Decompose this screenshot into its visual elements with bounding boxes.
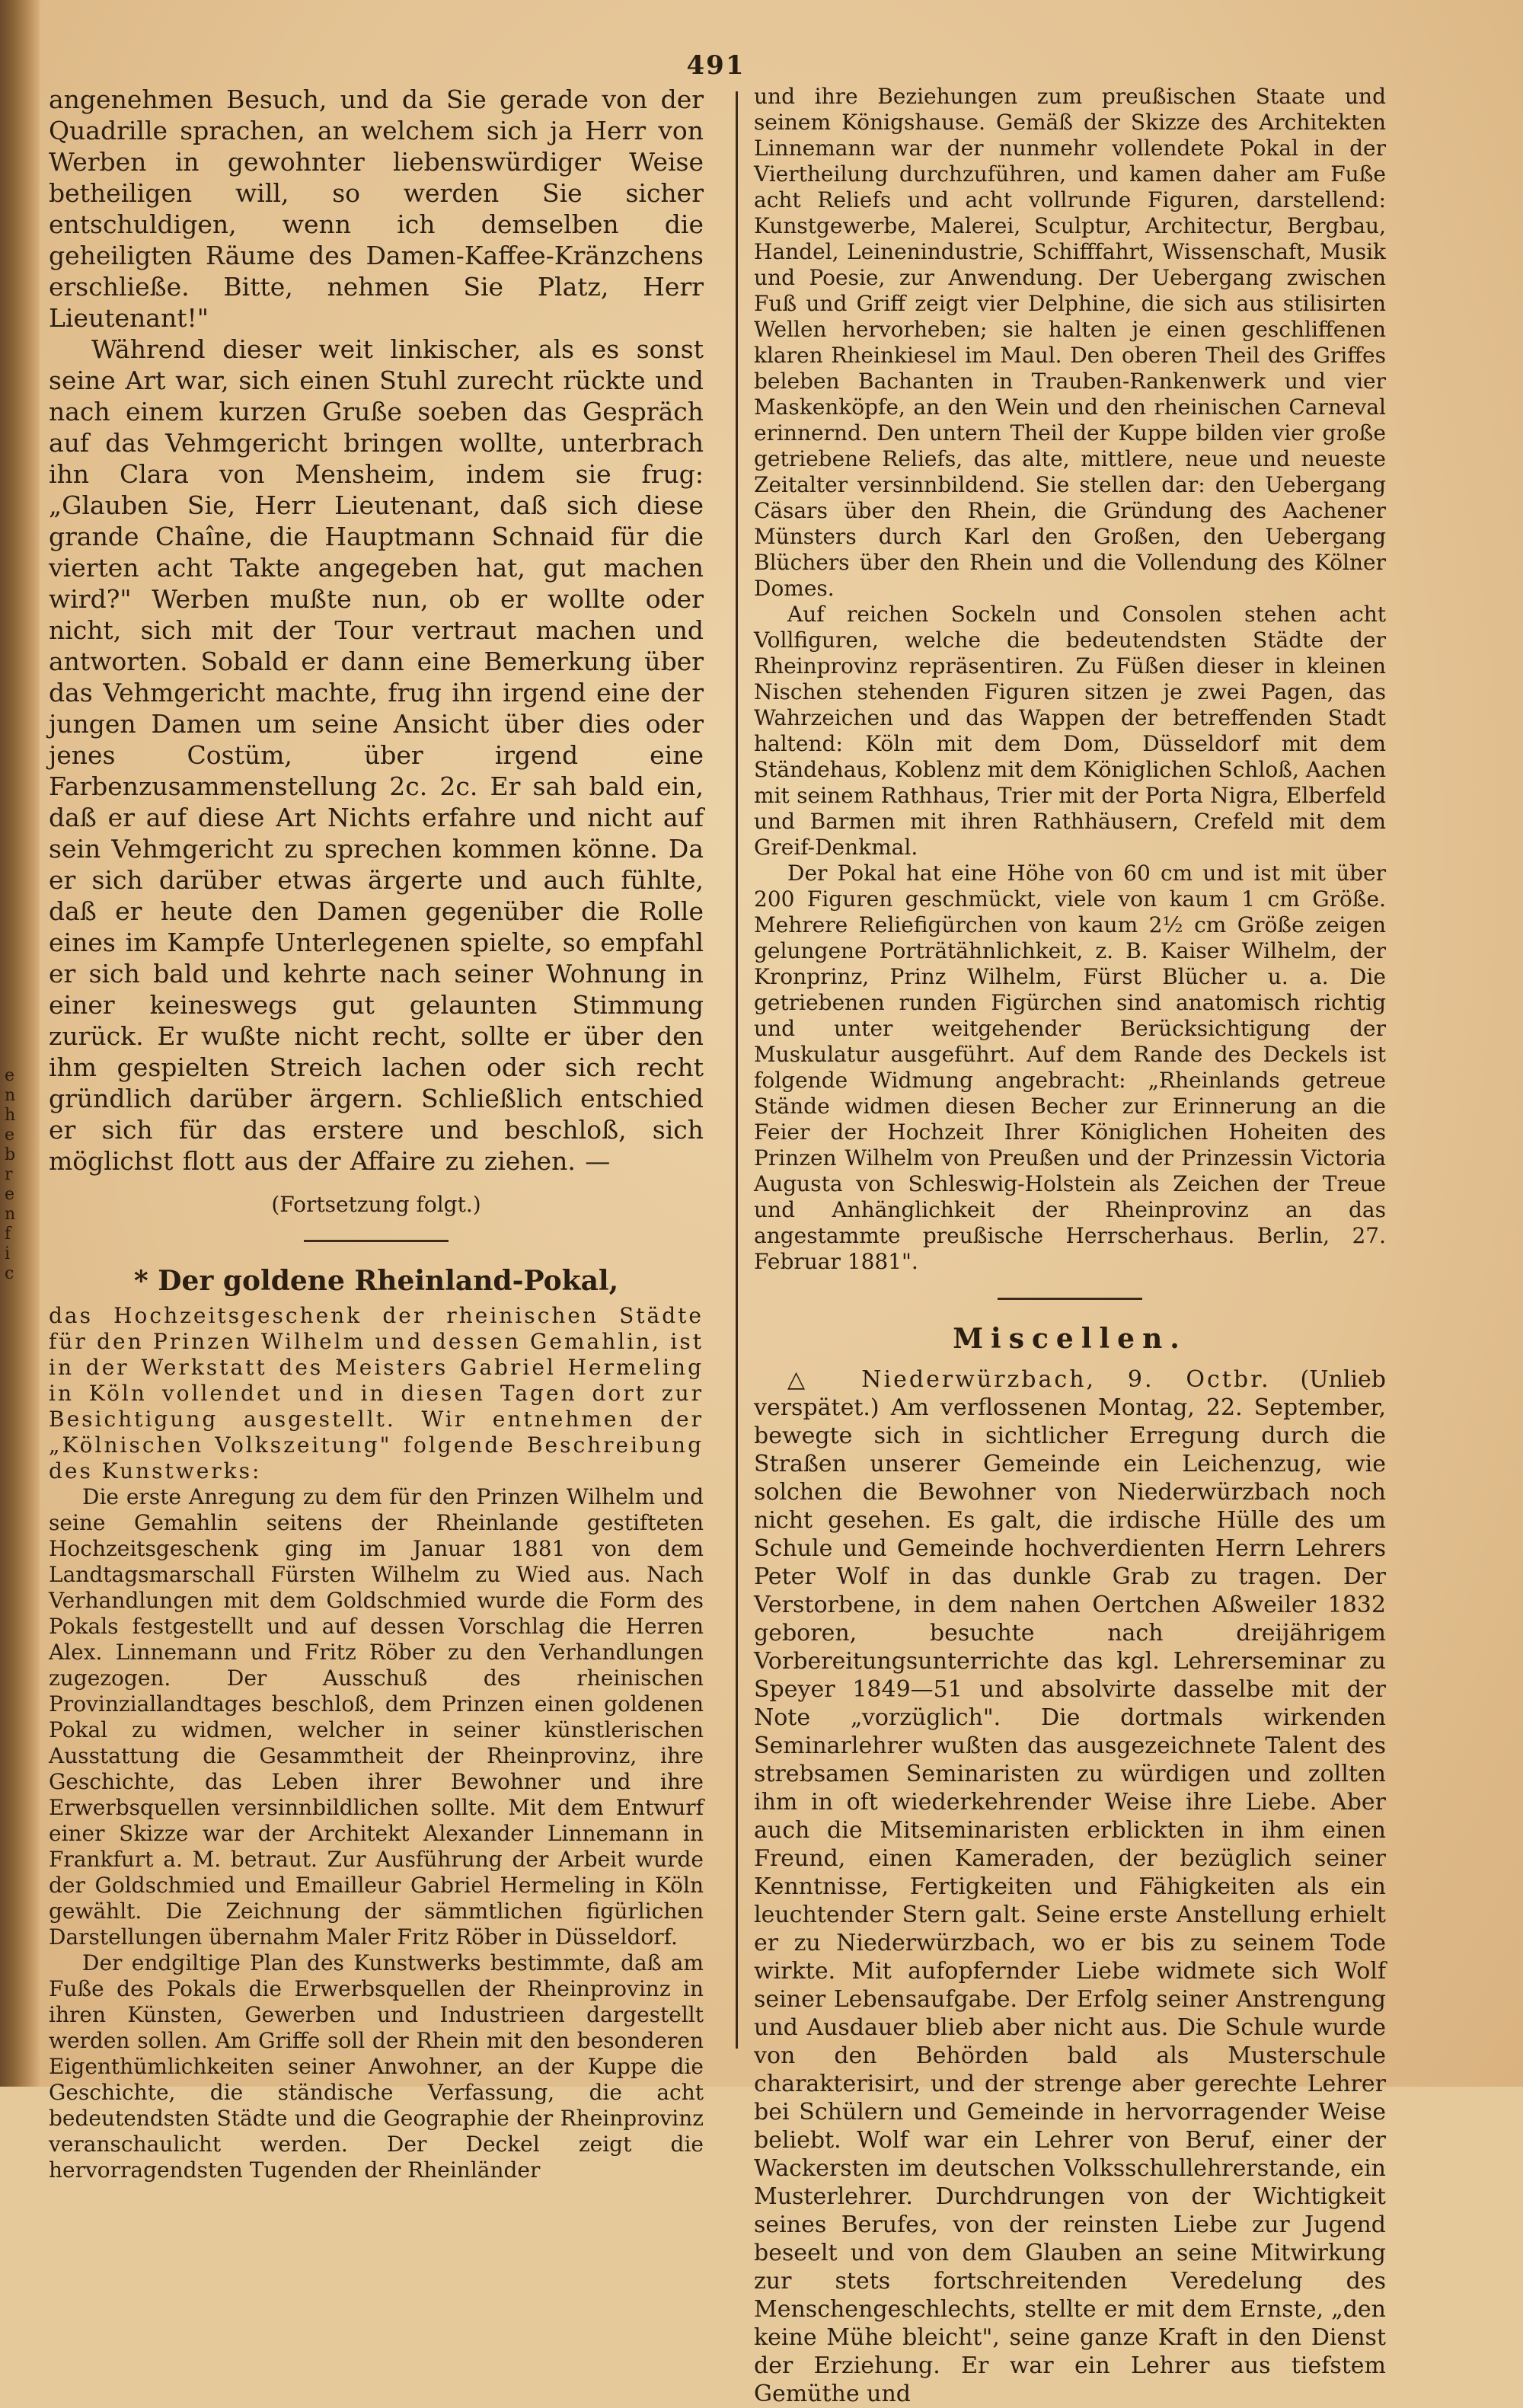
story-paragraph: angenehmen Besuch, und da Sie gerade von der Quadrille sprachen, an welchem sich ja Herr von Werben in gewohnter liebenswürdiger Weise betheiligen will, so werden Sie sicher entschuldigen, wenn ich demselben die geheiligten Räume des Damen-Kaffee-Kränzchens erschließe. Bitte, nehmen Sie Platz, Herr Lieutenant!": [49, 85, 704, 333]
binding-fragment: i: [5, 1244, 11, 1263]
binding-fragment: n: [5, 1086, 16, 1105]
binding-fragment: e: [5, 1185, 15, 1204]
article-intro: das Hochzeitsgeschenk der rheinischen Städte für den Prinzen Wilhelm und dessen Gemahlin, ist in der Werkstatt des Meisters Gabriel Hermeling in Köln vollendet und in diesen Tagen dort zur Besichtigung ausgestellt. Wir entnehmen der „Kölnischen Volkszeitung" folgende Beschreibung des Kunstwerks:: [49, 1303, 704, 1483]
section-divider: [304, 1240, 449, 1242]
miscellen-article: [754, 1365, 1386, 2408]
binding-fragment: b: [5, 1145, 16, 1164]
page-number: 491: [686, 50, 746, 81]
book-binding-edge: [0, 0, 40, 2087]
binding-fragment: c: [5, 1264, 14, 1283]
article-paragraph: Auf reichen Sockeln und Consolen stehen acht Vollfiguren, welche die bedeutendsten Städte der Rheinprovinz repräsentiren. Zu Füßen dieser in kleinen Nischen stehenden Figuren sitzen je zwei Pagen, das Wahrzeichen und das Wappen der betreffenden Stadt haltend: Köln mit dem Dom, Düsseldorf mit dem Ständehaus, Koblenz mit dem Königlichen Schloß, Aachen mit seinem Rathhaus, Trier mit der Porta Nigra, Elberfeld und Barmen mit ihren Rathhäusern, Crefeld mit dem Greif-Denkmal.: [754, 602, 1386, 860]
article-paragraph: Die erste Anregung zu dem für den Prinzen Wilhelm und seine Gemahlin seitens der Rheinlande gestifteten Hochzeitsgeschenk ging im Januar 1881 von dem Landtagsmarschall Fürsten Wilhelm zu Wied aus. Nach Verhandlungen mit dem Goldschmied wurde die Form des Pokals festgestellt und auf dessen Vorschlag die Herren Alex. Linnemann und Fritz Röber zu den Verhandlungen zugezogen. Der Ausschuß des rheinischen Provinziallandtages beschloß, dem Prinzen einen goldenen Pokal zu widmen, welcher in seiner künstlerischen Ausstattung die Gesammtheit der Rheinprovinz, ihre Geschichte, das Leben ihrer Bewohner und ihre Erwerbsquellen versinnbildlichen sollte. Mit dem Entwurf einer Skizze war der Architekt Alexander Linnemann in Frankfurt a. M. betraut. Zur Ausführung der Arbeit wurde der Goldschmied und Emailleur Gabriel Hermeling in Köln gewählt. Die Zeichnung der sämmtlichen figürlichen Darstellungen übernahm Maler Fritz Röber in Düsseldorf.: [49, 1484, 704, 1950]
story-paragraph: Während dieser weit linkischer, als es sonst seine Art war, sich einen Stuhl zurecht rückte und nach einem kurzen Gruße soeben das Gespräch auf das Vehmgericht bringen wollte, unterbrach ihn Clara von Mensheim, indem sie frug: „Glauben Sie, Herr Lieutenant, daß sich diese grande Chaîne, die Hauptmann Schnaid für die vierten acht Takte angegeben hat, gut machen wird?" Werben mußte nun, ob er wollte oder nicht, sich mit der Tour vertraut machen und antworten. Sobald er dann eine Bemerkung über das Vehmgericht machte, frug ihn irgend eine der jungen Damen um seine Ansicht über dies oder jenes Costüm, über irgend eine Farbenzusammenstellung 2c. 2c. Er sah bald ein, daß er auf diese Art Nichts erfahre und nicht auf sein Vehmgericht zu sprechen kommen könne. Da er sich darüber etwas ärgerte und auch fühlte, daß er heute den Damen gegenüber die Rolle eines im Kampfe Unterlegenen spielte, so empfahl er sich bald und kehrte nach seiner Wohnung in einer keineswegs gut gelaunten Stimmung zurück. Er wußte nicht recht, sollte er über den ihm gespielten Streich lachen oder sich recht gründlich darüber ärgern. Schließlich entschied er sich für das erstere und beschloß, sich möglichst flott aus der Affaire zu ziehen. —: [49, 334, 704, 1176]
binding-text-fragments: [5, 1066, 32, 1284]
binding-fragment: h: [5, 1106, 16, 1125]
misc-paragraph: (Unlieb verspätet.) Am verflossenen Montag, 22. September, bewegte sich in sichtlicher Erregung durch die Straßen unserer Gemeinde ein Leichenzug, wie solchen die Bewohner von Niederwürzbach noch nicht gesehen. Es galt, die irdische Hülle des um Schule und Gemeinde hochverdienten Herrn Lehrers Peter Wolf in das dunkle Grab zu tragen. Der Verstorbene, in dem nahen Oertchen Aßweiler 1832 geboren, besuchte nach dreijährigem Vorbereitungsunterrichte das kgl. Lehrerseminar zu Speyer 1849—51 und absolvirte dasselbe mit der Note „vorzüglich". Die dortmals wirkenden Seminarlehrer wußten das ausgezeichnete Talent des strebsamen Seminaristen zu würdigen und zollten ihm in oft wiederkehrender Weise ihre Liebe. Aber auch die Mitseminaristen erblickten in ihm einen Freund, einen Kameraden, der bezüglich seiner Kenntnisse, Fertigkeiten und Fähigkeiten als ein leuchtender Stern galt. Seine erste Anstellung erhielt er zu Niederwürzbach, wo er bis zu seinem Tode wirkte. Mit aufopfernder Liebe widmete sich Wolf seiner Lebensaufgabe. Der Erfolg seiner Anstrengung und Ausdauer blieb aber nicht aus. Die Schule wurde von den Behörden bald als Musterschule charakterisirt, und der strenge aber gerechte Lehrer bei Schülern und Gemeinde in hervorragender Weise beliebt. Wolf war ein Lehrer von Beruf, einer der Wackersten im deutschen Volksschullehrerstande, ein Musterlehrer. Durchdrungen von der Wichtigkeit seines Berufes, von der reinsten Liebe zur Jugend beseelt und von dem Glauben an seine Mitwirkung zur stets fortschreitenden Veredelung des Menschengeschlechts, stellte er mit dem Ernste, „den keine Mühe bleicht", seine ganze Kraft in den Dienst der Erziehung. Er war ein Lehrer aus tiefstem Gemüthe und: [754, 1366, 1386, 2407]
right-column: [754, 84, 1386, 2408]
column-divider: [736, 91, 738, 2049]
binding-fragment: r: [5, 1165, 13, 1184]
pokal-article-continued: [754, 84, 1386, 1275]
article-paragraph: Der Pokal hat eine Höhe von 60 cm und ist mit über 200 Figuren geschmückt, viele von kaum 1 cm Größe. Mehrere Reliefigürchen von kaum 2½ cm Größe zeigen gelungene Porträtähnlichkeit, z. B. Kaiser Wilhelm, der Kronprinz, Prinz Wilhelm, Fürst Blücher u. a. Die getriebenen runden Figürchen sind anatomisch richtig und unter weitgehender Berücksichtigung der Muskulatur ausgeführt. Auf dem Rande des Deckels ist folgende Widmung angebracht: „Rheinlands getreue Stände widmen diesen Becher zur Erinnerung an die Feier der Hochzeit Ihrer Königlichen Hoheiten des Prinzen Wilhelm von Preußen und der Prinzessin Victoria Augusta von Schleswig-Holstein als Zeichen der Treue und Anhänglichkeit der Rheinprovinz an das angestammte preußische Herrscherhaus. Berlin, 27. Februar 1881".: [754, 861, 1386, 1274]
article-title: * Der goldene Rheinland-Pokal,: [133, 1265, 619, 1297]
article-paragraph: und ihre Beziehungen zum preußischen Staate und seinem Königshause. Gemäß der Skizze des Architekten Linnemann war der nunmehr vollendete Pokal in der Viertheilung durchzuführen, und kamen daher am Fuße acht Reliefs und acht vollrunde Figuren, darstellend: Kunstgewerbe, Malerei, Sculptur, Architectur, Bergbau, Handel, Leinenindustrie, Schifffahrt, Wissenschaft, Musik und Poesie, zur Anwendung. Der Uebergang zwischen Fuß und Griff zeigt vier Delphine, die sich aus stilisirten Wellen hervorheben; sie halten je einen geschliffenen klaren Rheinkiesel im Maul. Den oberen Theil des Griffes beleben Bachanten in Trauben-Rankenwerk und vier Maskenköpfe, an den Wein und den rheinischen Carneval erinnernd. Den untern Theil der Kuppe bilden vier große getriebene Reliefs, das alte, mittlere, neue und neueste Zeitalter versinnbildend. Sie stellen dar: den Uebergang Cäsars über den Rhein, die Gründung des Aachener Münsters durch Karl den Großen, den Uebergang Blüchers über den Rhein und die Vollendung des Kölner Domes.: [754, 84, 1386, 601]
misc-dateline: △ Niederwürzbach, 9. Octbr.: [787, 1366, 1271, 1393]
binding-fragment: f: [5, 1225, 11, 1244]
left-column: [49, 84, 704, 2183]
article-paragraph: Der endgiltige Plan des Kunstwerks bestimmte, daß am Fuße des Pokals die Erwerbsquellen der Rheinprovinz in ihren Künsten, Gewerben und Industrieen dargestellt werden sollen. Am Griffe soll der Rhein mit den besonderen Eigenthümlichkeiten seiner Anwohner, an der Kuppe die Geschichte, die ständische Verfassung, die acht bedeutendsten Städte und die Geographie der Rheinprovinz veranschaulicht werden. Der Deckel zeigt die hervorragendsten Tugenden der Rheinländer: [49, 1950, 704, 2183]
story-continued-note: (Fortsetzung folgt.): [271, 1192, 481, 1217]
binding-fragment: n: [5, 1205, 16, 1224]
pokal-article: [49, 1303, 704, 2183]
binding-fragment: e: [5, 1066, 15, 1085]
serial-story: [49, 84, 704, 1177]
section-divider: [998, 1298, 1142, 1300]
miscellen-heading: Miscellen.: [953, 1323, 1187, 1355]
binding-fragment: e: [5, 1126, 15, 1145]
